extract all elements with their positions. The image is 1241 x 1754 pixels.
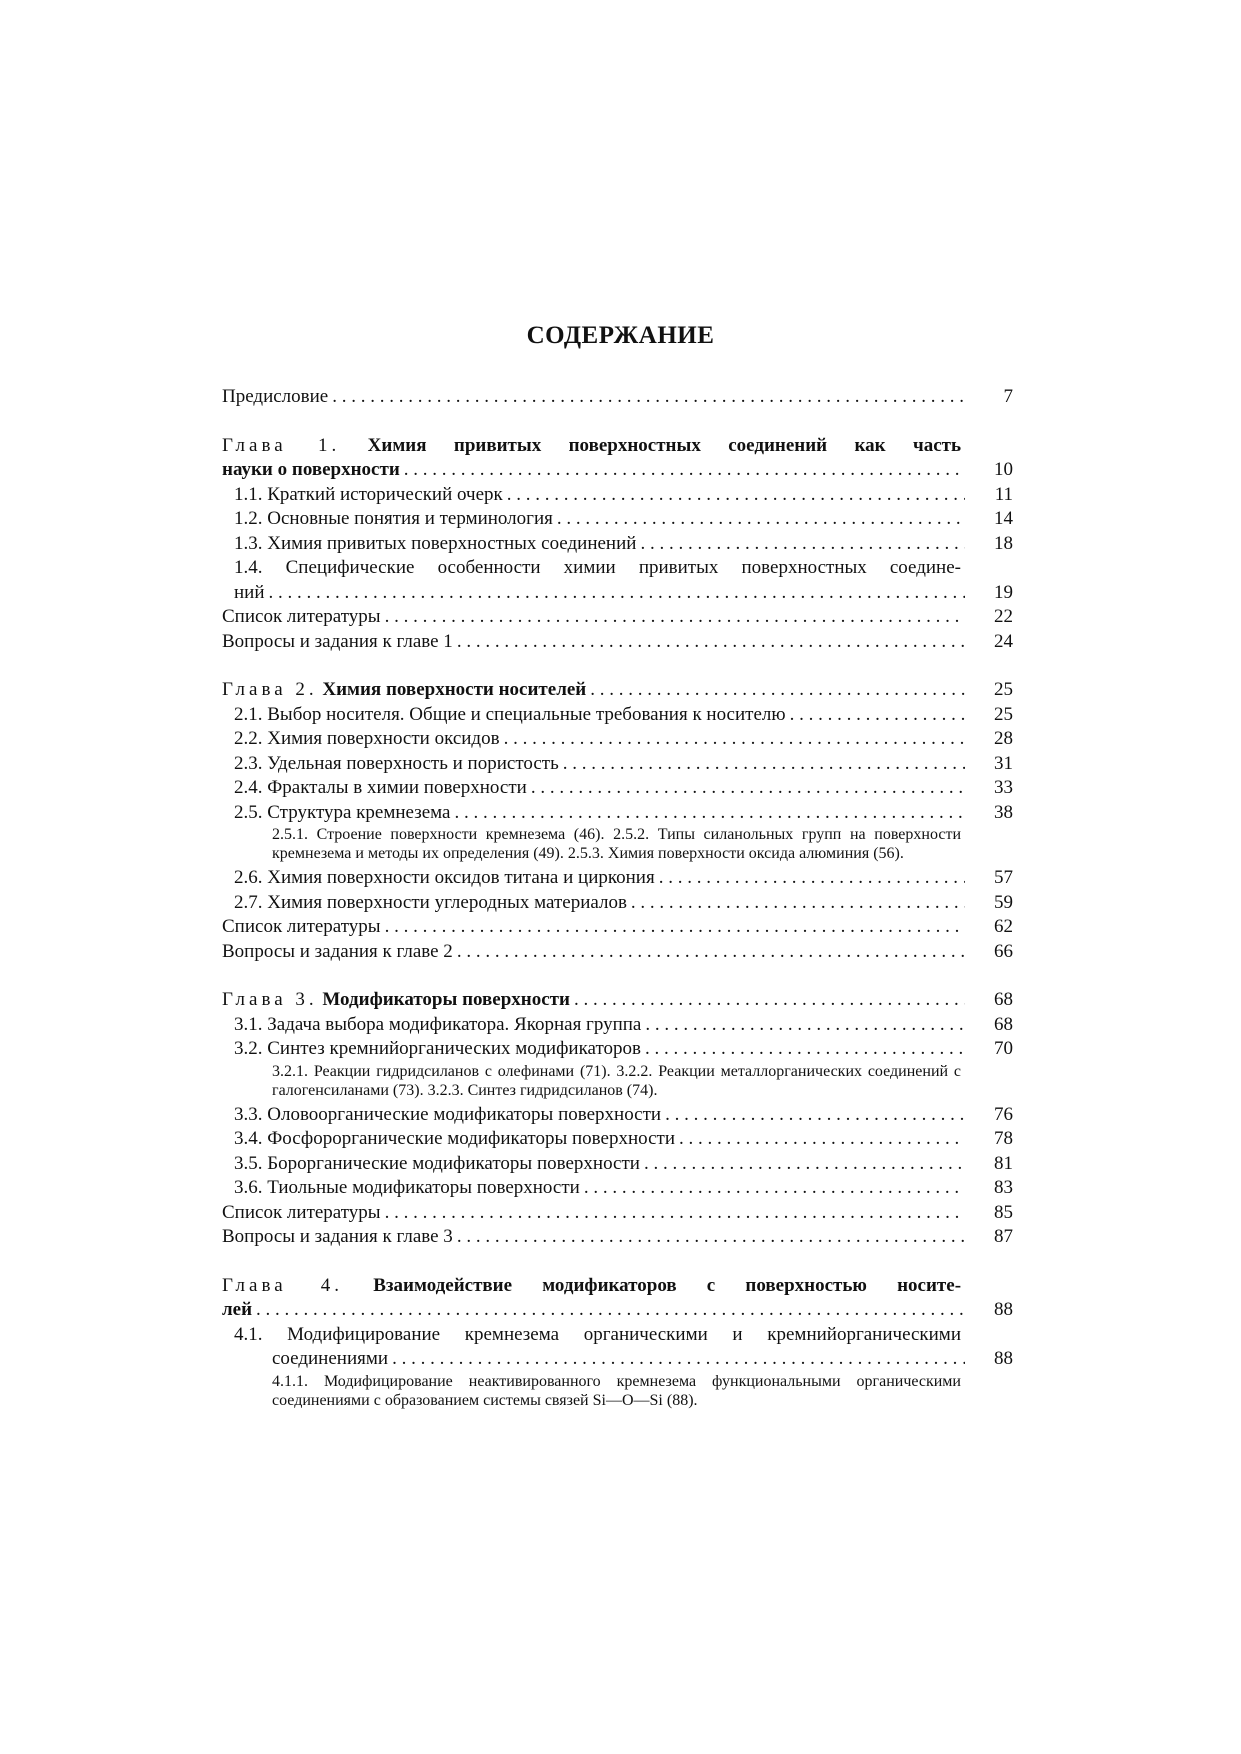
dot-leader xyxy=(404,458,965,483)
dot-leader xyxy=(457,940,965,965)
page-number: 62 xyxy=(994,916,1013,937)
chapter-prefix: Глава 1. xyxy=(222,434,341,456)
page-number: 7 xyxy=(1003,386,1013,407)
entry-label: Список литературы xyxy=(222,1201,381,1223)
entry-label: Вопросы и задания к главе 3 xyxy=(222,1226,453,1247)
chapter-2 xyxy=(222,678,1013,964)
dot-leader xyxy=(659,866,965,891)
dot-leader xyxy=(644,1152,965,1177)
toc-entry[interactable] xyxy=(222,1013,1013,1038)
subsection-list: 2.5.1. Строение поверхности кремнезема (46). 2.5.2. Типы силанольных групп на поверхности кремнезема и методы их определения (49). 2.5.3. Химия поверхности оксида алюминия (56). xyxy=(272,826,961,862)
chapter-title: Взаимодействие модификаторов с поверхностью носите- xyxy=(373,1274,962,1296)
toc-entry[interactable] xyxy=(222,483,1013,508)
toc-entry[interactable] xyxy=(222,507,1013,532)
chapter-1-heading[interactable] xyxy=(222,434,1013,459)
toc-entry[interactable] xyxy=(222,727,1013,752)
chapter-3-heading[interactable] xyxy=(222,988,1013,1013)
page-number: 85 xyxy=(994,1201,1013,1223)
page-number: 76 xyxy=(994,1103,1013,1125)
chapter-title: Модификаторы поверхности xyxy=(322,989,570,1010)
entry-label: соединениями xyxy=(272,1348,389,1369)
page-number: 18 xyxy=(994,532,1013,554)
page-number: 70 xyxy=(994,1038,1013,1059)
subsection-list: 4.1.1. Модифицирование неактивированного кремнезема функциональными органическими соединениями с образованием системы связей Si—O—Si (88). xyxy=(272,1372,961,1409)
entry-label: 2.2. Химия поверхности оксидов xyxy=(234,728,500,749)
dot-leader xyxy=(645,1037,965,1062)
toc-entry-references[interactable] xyxy=(222,915,1013,940)
toc-entry[interactable] xyxy=(222,1103,1013,1128)
entry-label: 3.5. Борорганические модификаторы поверхности xyxy=(234,1152,640,1174)
toc-entry-questions[interactable] xyxy=(222,1225,1013,1250)
chapter-3 xyxy=(222,988,1013,1250)
entry-label: 2.6. Химия поверхности оксидов титана и циркония xyxy=(234,867,655,888)
dot-leader xyxy=(645,1013,965,1038)
page-number: 14 xyxy=(994,508,1013,529)
dot-leader xyxy=(679,1127,965,1152)
dot-leader xyxy=(507,483,965,508)
dot-leader xyxy=(590,678,965,703)
toc-entry-references[interactable] xyxy=(222,605,1013,630)
dot-leader xyxy=(457,1225,965,1250)
chapter-1 xyxy=(222,434,1013,655)
page-number: 66 xyxy=(994,940,1013,962)
toc-entry[interactable] xyxy=(222,801,1013,826)
dot-leader xyxy=(269,581,965,606)
chapter-2-heading[interactable] xyxy=(222,678,1013,703)
page-number: 22 xyxy=(994,606,1013,627)
entry-label: 1.2. Основные понятия и терминология xyxy=(234,508,553,529)
dot-leader xyxy=(563,752,965,777)
dot-leader xyxy=(665,1103,965,1128)
chapter-1-heading-cont[interactable] xyxy=(222,458,1013,483)
page-number: 24 xyxy=(994,630,1013,652)
entry-label: 3.6. Тиольные модификаторы поверхности xyxy=(234,1177,580,1198)
entry-label: Список литературы xyxy=(222,916,381,937)
entry-label: 2.4. Фракталы в химии поверхности xyxy=(234,777,527,798)
chapter-4-heading-cont[interactable] xyxy=(222,1298,1013,1323)
dot-leader xyxy=(584,1176,965,1201)
toc-entry[interactable] xyxy=(222,1176,1013,1201)
toc-entry[interactable] xyxy=(222,703,1013,728)
toc-entry-references[interactable] xyxy=(222,1201,1013,1226)
entry-label: Вопросы и задания к главе 1 xyxy=(222,630,453,652)
chapter-prefix: Глава 3. xyxy=(222,989,318,1010)
dot-leader xyxy=(332,385,965,410)
toc-entry-wrapped-cont[interactable] xyxy=(222,581,1013,606)
toc-entry[interactable] xyxy=(222,776,1013,801)
page-number: 19 xyxy=(994,581,1013,603)
dot-leader xyxy=(531,776,965,801)
chapter-title: Химия поверхности носителей xyxy=(322,679,587,700)
page-number: 33 xyxy=(994,777,1013,798)
dot-leader xyxy=(631,891,965,916)
entry-label: 3.4. Фосфорорганические модификаторы поверхности xyxy=(234,1128,675,1149)
toc-entry[interactable] xyxy=(222,532,1013,557)
dot-leader xyxy=(640,532,965,557)
chapter-4-heading[interactable] xyxy=(222,1274,1013,1299)
dot-leader xyxy=(574,988,965,1013)
table-of-contents xyxy=(222,385,1013,1413)
entry-label: 2.7. Химия поверхности углеродных материалов xyxy=(234,891,627,913)
dot-leader xyxy=(385,915,965,940)
entry-label: 2.5. Структура кремнезема xyxy=(234,801,451,823)
toc-entry[interactable] xyxy=(222,752,1013,777)
entry-label: 1.1. Краткий исторический очерк xyxy=(234,483,503,505)
page-number: 28 xyxy=(994,728,1013,749)
entry-label: ний xyxy=(234,581,265,603)
page-number: 68 xyxy=(994,1013,1013,1035)
dot-leader xyxy=(790,703,965,728)
page-number: 87 xyxy=(994,1226,1013,1247)
page-number: 78 xyxy=(994,1128,1013,1149)
entry-label: 1.3. Химия привитых поверхностных соединений xyxy=(234,532,637,554)
entry-label: 2.1. Выбор носителя. Общие и специальные требования к носителю xyxy=(234,703,786,725)
page-number: 88 xyxy=(994,1348,1013,1369)
entry-label: Список литературы xyxy=(222,606,381,627)
page-number: 81 xyxy=(994,1152,1013,1174)
chapter-title-cont: науки о поверхности xyxy=(222,459,400,480)
dot-leader xyxy=(504,727,965,752)
entry-label: 2.3. Удельная поверхность и пористость xyxy=(234,752,559,774)
page-number: 10 xyxy=(994,459,1013,480)
dot-leader xyxy=(454,801,965,826)
dot-leader xyxy=(392,1347,965,1372)
page-number: 88 xyxy=(994,1299,1013,1320)
toc-entry[interactable] xyxy=(222,866,1013,891)
dot-leader xyxy=(385,605,965,630)
toc-entry[interactable] xyxy=(222,1152,1013,1177)
dot-leader xyxy=(256,1298,965,1323)
page-number: 38 xyxy=(994,801,1013,823)
toc-entry-questions[interactable] xyxy=(222,940,1013,965)
entry-label: 3.2. Синтез кремнийорганических модификаторов xyxy=(234,1038,641,1059)
page-number: 25 xyxy=(994,703,1013,725)
page-number: 11 xyxy=(994,483,1013,505)
entry-label: 3.3. Оловоорганические модификаторы поверхности xyxy=(234,1103,662,1125)
toc-entry-questions[interactable] xyxy=(222,630,1013,655)
page-number: 59 xyxy=(994,891,1013,913)
chapter-prefix: Глава 2. xyxy=(222,679,318,700)
chapter-prefix: Глава 4. xyxy=(222,1274,344,1296)
entry-label: 3.1. Задача выбора модификатора. Якорная группа xyxy=(234,1013,642,1035)
page-number: 25 xyxy=(994,679,1013,700)
toc-entry-wrapped[interactable]: 1.4. Специфические особенности химии привитых поверхностных соедине- xyxy=(234,557,961,578)
page-title: СОДЕРЖАНИЕ xyxy=(526,322,715,349)
chapter-title-cont: лей xyxy=(222,1299,253,1320)
page-number: 57 xyxy=(994,867,1013,888)
entry-label: Вопросы и задания к главе 2 xyxy=(222,940,453,962)
dot-leader xyxy=(557,507,965,532)
chapter-title: Химия привитых поверхностных соединений как часть xyxy=(367,434,962,456)
page-number: 68 xyxy=(994,989,1013,1010)
toc-entry-wrapped-cont[interactable] xyxy=(222,1347,1013,1372)
dot-leader xyxy=(457,630,965,655)
toc-entry[interactable] xyxy=(222,891,1013,916)
page-number: 83 xyxy=(994,1177,1013,1198)
subsection-list: 3.2.1. Реакции гидридсиланов с олефинами (71). 3.2.2. Реакции металлорганических соединений с галогенсиланами (73). 3.2.3. Синтез гидридсиланов (74). xyxy=(272,1062,961,1099)
toc-entry[interactable] xyxy=(222,1127,1013,1152)
chapter-4 xyxy=(222,1274,1013,1410)
toc-entry-preface[interactable] xyxy=(222,385,1013,410)
entry-label: Предисловие xyxy=(222,386,329,407)
dot-leader xyxy=(385,1201,965,1226)
page-number: 31 xyxy=(994,752,1013,774)
toc-entry[interactable] xyxy=(222,1037,1013,1062)
toc-entry-wrapped[interactable]: 4.1. Модифицирование кремнезема органическими и кремнийорганическими xyxy=(234,1323,961,1345)
